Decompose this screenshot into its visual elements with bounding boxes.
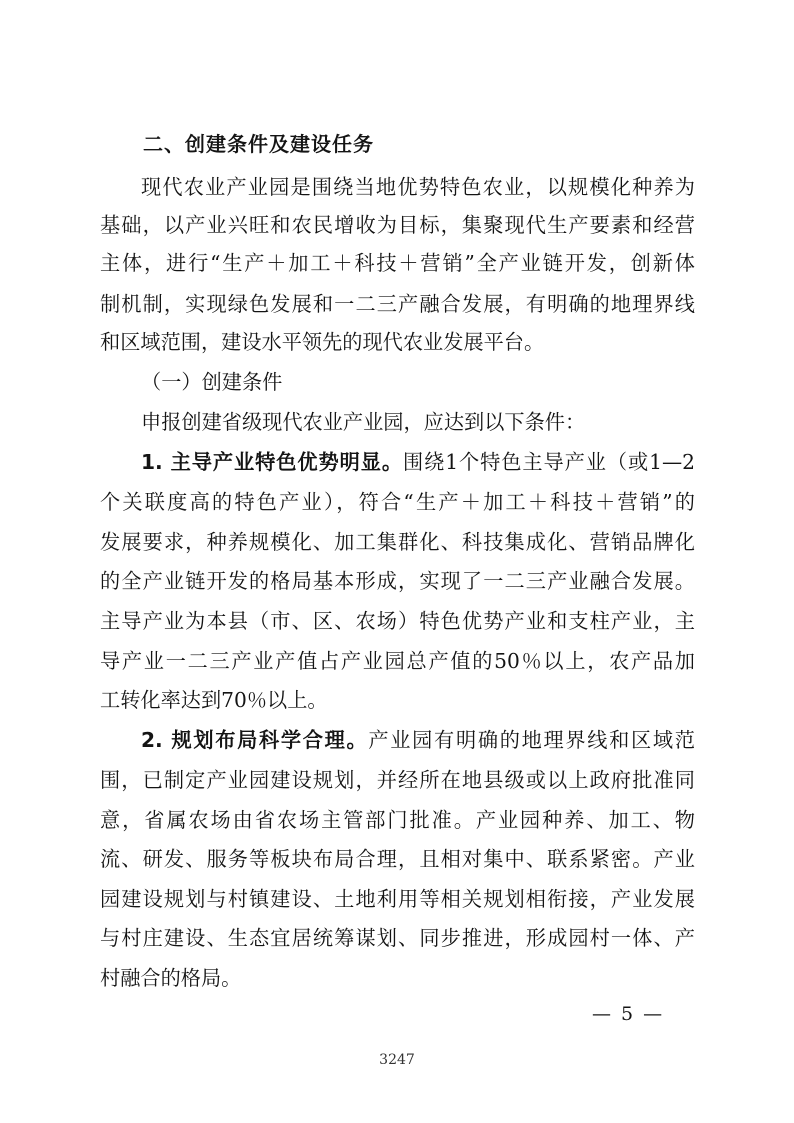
- page-number: — 5 —: [592, 1003, 665, 1025]
- paragraph-line: 村融合的格局。: [100, 966, 242, 990]
- condition-2-line: [141, 727, 695, 753]
- paragraph-line: 主导产业为本县（市、区、农场）特色优势产业和支柱产业，主: [100, 609, 695, 633]
- paragraph-line: 制机制，实现绿色发展和一二三产融合发展，有明确的地理界线: [100, 292, 695, 316]
- condition-1-title: 1. 主导产业特色优势明显。: [141, 450, 404, 474]
- paragraph-line: 与村庄建设、生态宜居统筹谋划、同步推进，形成园村一体、产: [100, 926, 695, 950]
- paragraph-line: 发展要求，种养规模化、加工集群化、科技集成化、营销品牌化: [100, 530, 695, 554]
- paragraph-line: 工转化率达到70％以上。: [100, 688, 328, 712]
- paragraph-line: 导产业一二三产业产值占产业园总产值的50％以上，农产品加: [100, 649, 695, 673]
- paragraph-line: 的全产业链开发的格局基本形成，实现了一二三产业融合发展。: [100, 569, 695, 593]
- paragraph-line: 现代农业产业园是围绕当地优势特色农业，以规模化种养为: [141, 175, 695, 199]
- paragraph-line: 主体，进行“生产＋加工＋科技＋营销”全产业链开发，创新体: [100, 251, 695, 275]
- paragraph-line: 意，省属农场由省农场主管部门批准。产业园种养、加工、物: [100, 808, 695, 832]
- paragraph-line: 和区域范围，建设水平领先的现代农业发展平台。: [100, 330, 545, 354]
- condition-1-text: 围绕1个特色主导产业（或1—2: [403, 450, 695, 474]
- subsection-heading: （一）创建条件: [141, 370, 283, 394]
- condition-2-title: 2. 规划布局科学合理。: [141, 728, 369, 752]
- section-heading: 二、创建条件及建设任务: [143, 132, 374, 156]
- paragraph-line: 基础，以产业兴旺和农民增收为目标，集聚现代生产要素和经营: [100, 213, 695, 237]
- paragraph-line: 园建设规划与村镇建设、土地利用等相关规划相衔接，产业发展: [100, 887, 695, 911]
- paragraph-line: 流、研发、服务等板块布局合理，且相对集中、联系紧密。产业: [100, 847, 695, 871]
- paragraph-line: 围，已制定产业园建设规划，并经所在地县级或以上政府批准同: [100, 768, 695, 792]
- condition-2-text: 产业园有明确的地理界线和区域范: [368, 728, 695, 752]
- document-serial-number: 3247: [379, 1052, 415, 1068]
- condition-1-line: [141, 449, 695, 475]
- paragraph-line: 申报创建省级现代农业产业园，应达到以下条件：: [141, 410, 586, 434]
- paragraph-line: 个关联度高的特色产业），符合“生产＋加工＋科技＋营销”的: [100, 490, 695, 514]
